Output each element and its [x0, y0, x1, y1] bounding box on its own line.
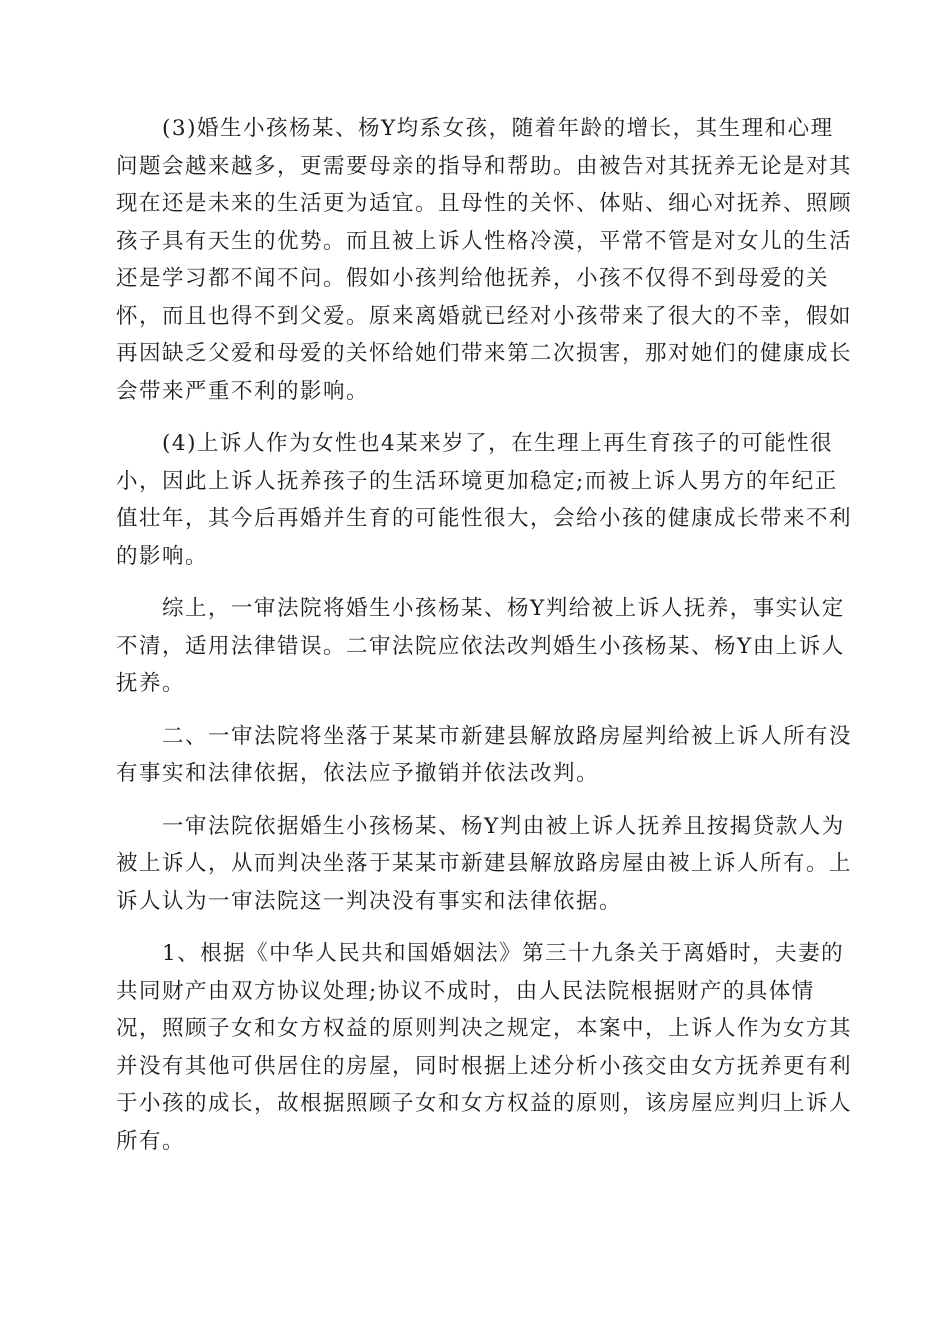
- text-line: (3)婚生小孩杨某、杨Y均系女孩，随着年龄的增长，其生理和心理: [116, 116, 834, 141]
- text-line: 值壮年，其今后再婚并生育的可能性很大，会给小孩的健康成长带来不利: [116, 506, 853, 531]
- text-line: 1、根据《中华人民共和国婚姻法》第三十九条关于离婚时，夫妻的: [116, 941, 845, 966]
- paragraph-child-custody-reason-3: [116, 110, 853, 410]
- text-line: 所有。: [116, 1128, 186, 1154]
- text-line: 于小孩的成长，故根据照顾子女和女方权益的原则，该房屋应判归上诉人: [116, 1091, 853, 1116]
- text-line: 孩子具有天生的优势。而且被上诉人性格冷漠，平常不管是对女儿的生活: [116, 228, 853, 254]
- paragraph-first-instance-basis: [116, 808, 853, 921]
- text-line: 不清，适用法律错误。二审法院应依法改判婚生小孩杨某、杨Y由上诉人: [116, 633, 845, 659]
- text-line: 共同财产由双方协议处理;协议不成时，由人民法院根据财产的具体情: [116, 978, 815, 1004]
- text-line: 被上诉人，从而判决坐落于某某市新建县解放路房屋由被上诉人所有。上: [116, 851, 853, 876]
- text-line: 怀，而且也得不到父爱。原来离婚就已经对小孩带来了很大的不幸，假如: [116, 303, 853, 329]
- text-line: 小，因此上诉人抚养孩子的生活环境更加稳定;而被上诉人男方的年纪正: [116, 468, 838, 494]
- paragraph-summary: [116, 590, 845, 703]
- text-line: (4)上诉人作为女性也4某来岁了，在生理上再生育孩子的可能性很: [116, 431, 834, 456]
- paragraph-marriage-law-article: [116, 935, 853, 1160]
- text-line: 二、一审法院将坐落于某某市新建县解放路房屋判给被上诉人所有没: [116, 723, 853, 749]
- text-line: 抚养。: [116, 671, 186, 696]
- text-line: 综上，一审法院将婚生小孩杨某、杨Y判给被上诉人抚养，事实认定: [116, 596, 845, 621]
- text-line: 会带来严重不利的影响。: [116, 378, 370, 404]
- text-line: 还是学习都不闻不问。假如小孩判给他抚养，小孩不仅得不到母爱的关: [116, 266, 830, 291]
- text-line: 的影响。: [116, 543, 209, 569]
- text-line: 一审法院依据婚生小孩杨某、杨Y判由被上诉人抚养且按揭贷款人为: [116, 813, 845, 839]
- paragraph-child-custody-reason-4: [116, 425, 853, 575]
- text-line: 现在还是未来的生活更为适宜。且母性的关怀、体贴、细心对抚养、照顾: [116, 191, 853, 216]
- text-line: 并没有其他可供居住的房屋，同时根据上述分析小孩交由女方抚养更有利: [116, 1053, 853, 1079]
- document-body: [116, 110, 853, 1175]
- text-line: 问题会越来越多，更需要母亲的指导和帮助。由被告对其抚养无论是对其: [116, 153, 853, 179]
- text-line: 诉人认为一审法院这一判决没有事实和法律依据。: [116, 888, 623, 914]
- text-line: 况，照顾子女和女方权益的原则判决之规定，本案中，上诉人作为女方其: [116, 1016, 853, 1041]
- paragraph-section-two-heading: [116, 718, 853, 793]
- text-line: 再因缺乏父爱和母爱的关怀给她们带来第二次损害，那对她们的健康成长: [116, 341, 853, 366]
- text-line: 有事实和法律依据，依法应予撤销并依法改判。: [116, 761, 600, 786]
